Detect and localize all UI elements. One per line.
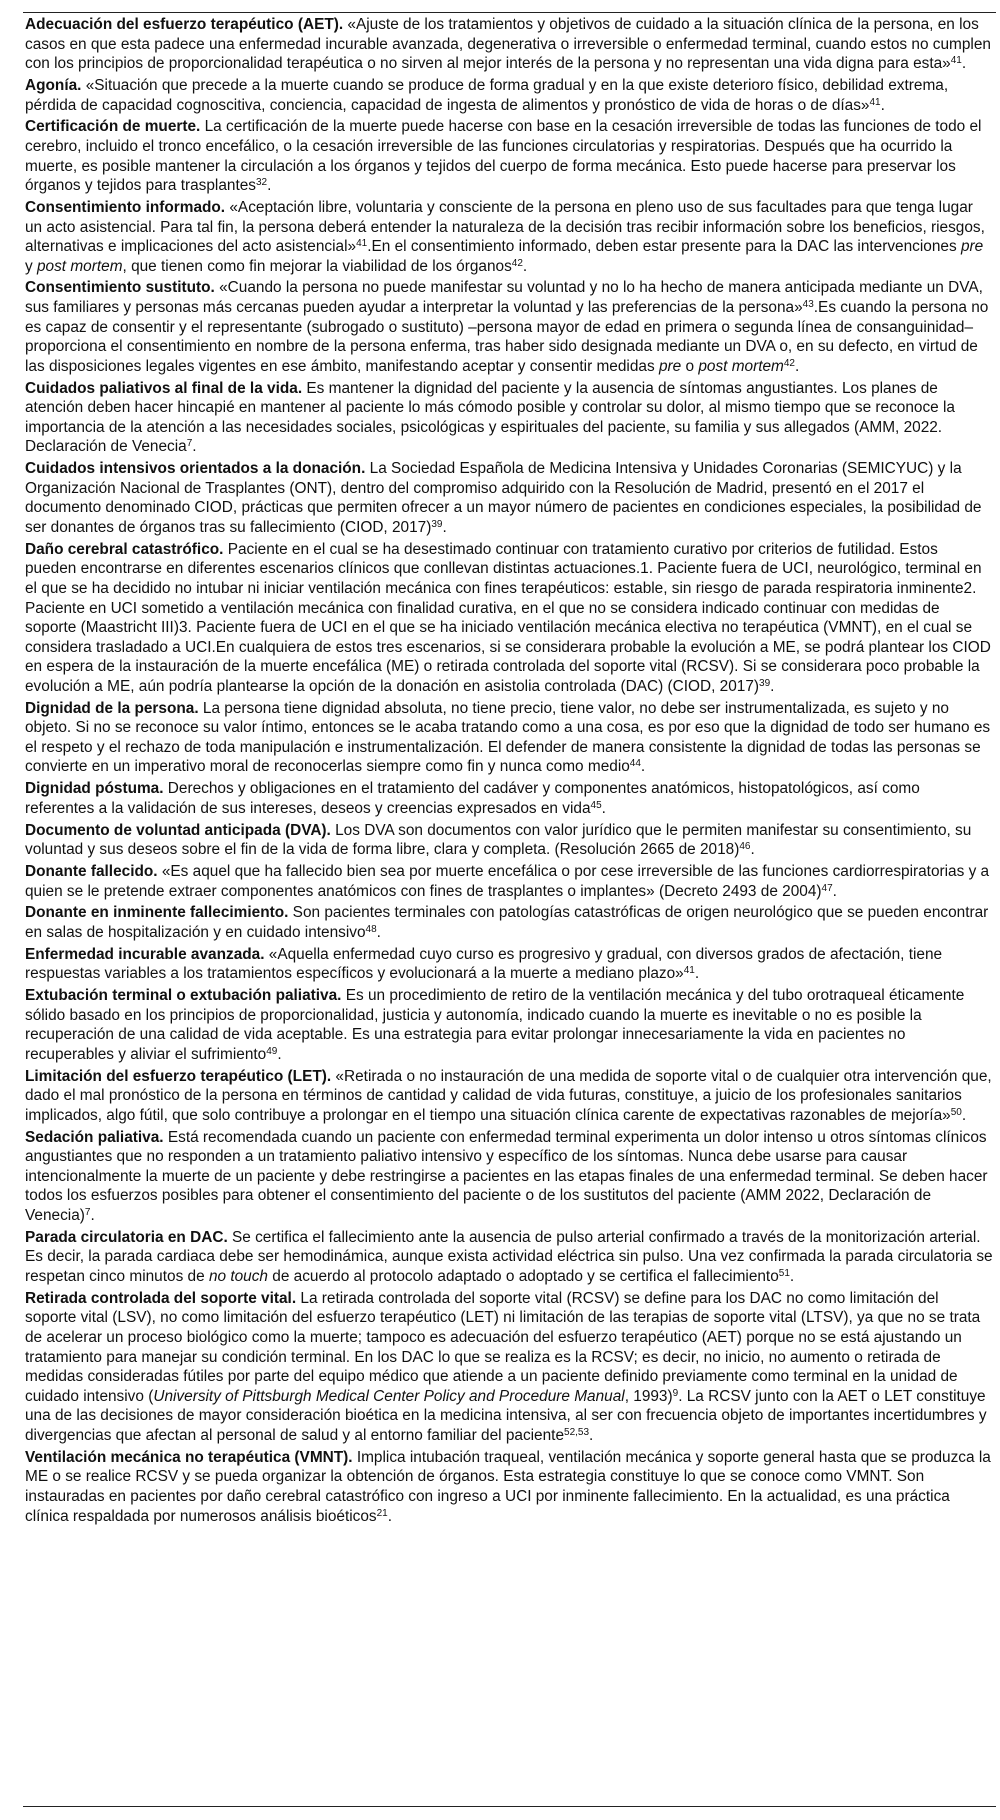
glossary-entry (25, 198, 993, 276)
definition-text: «Aquella enfermedad cuyo curso es progresivo y gradual, con diversos grados de afectación, tiene respuestas variables a los tratamientos específicos y evolucionará a la muerte a mediano plazo» (25, 945, 943, 983)
glossary-term: Ventilación mecánica no terapéutica (VMNT). (25, 1448, 353, 1466)
reference-number: 51 (778, 1268, 790, 1279)
reference-number: 41 (869, 96, 881, 108)
glossary-entry (25, 1289, 993, 1446)
italic-text: post mortem (698, 357, 784, 375)
definition-text: . (192, 438, 197, 456)
definition-text: de acuerdo al protocolo adaptado o adoptado y se certifica el fallecimiento (267, 1268, 779, 1285)
definition-text: . (750, 841, 755, 859)
definition-text: Está recomendada cuando un paciente con enfermedad terminal experimenta un dolor intenso u otros síntomas clínicos angustiantes que no responden a un tratamiento paliativo intensivo y específico de los síntomas. Nunca debe usarse para causar intencionalmente la muerte de un paciente y debe restringirse a pacientes en las etapas finales de una enfermedad terminal. Se deben hacer todos los esfuerzos posibles para obtener el consentimiento del paciente o de los sustitutos del paciente (AMM 2022, Declaración de Venecia) (25, 1128, 988, 1225)
glossary-term: Dignidad póstuma. (25, 780, 164, 798)
glossary-term: Limitación del esfuerzo terapéutico (LET). (25, 1067, 332, 1085)
bottom-rule (23, 1806, 996, 1807)
italic-text: pre (960, 238, 984, 256)
glossary-term: Enfermedad incurable avanzada. (25, 945, 265, 963)
reference-number: 41 (950, 55, 962, 67)
definition-text: «Ajuste de los tratamientos y objetivos de cuidado a la situación clínica de la persona, en los casos en que esta padece una enfermedad incurable avanzada, degenerativa o irreversible o enfermedad terminal, cuando estos no cumplen con los principios de proporcionalidad terapéutica o no sirven al mejor interés de la persona y no representan una vida digna para esta» (25, 16, 991, 73)
top-rule (23, 12, 996, 13)
definition-text: . (277, 1045, 282, 1063)
definition-text: o (681, 357, 699, 375)
reference-number: 41 (683, 965, 695, 977)
glossary-term: Sedación paliativa. (25, 1128, 164, 1146)
definition-text: Es mantener la dignidad del paciente y la ausencia de síntomas angustiantes. Los planes de atención deben hacer hincapié en mantener al paciente lo más cómodo posible y controlar su dolor, al mismo tiempo que se reconoce la importancia de la atención a las necesidades sociales, psicológicas y espirituales del paciente, su familia y sus allegados (AMM, 2022. Declaración de Venecia (25, 379, 955, 456)
glossary-entry (25, 903, 993, 942)
reference-number: 47 (821, 882, 833, 894)
glossary-term: Consentimiento informado. (25, 198, 226, 216)
definition-text: , 1993) (624, 1387, 673, 1405)
glossary-term: Donante fallecido. (25, 863, 158, 880)
glossary-entry (25, 1128, 993, 1226)
glossary-entry (25, 945, 993, 984)
reference-number: 44 (629, 758, 641, 770)
glossary-term: Adecuación del esfuerzo terapéutico (AET). (25, 16, 344, 33)
italic-text: pre (658, 357, 682, 375)
glossary-term: Donante en inminente fallecimiento. (25, 904, 289, 922)
definition-text: . (640, 758, 646, 776)
reference-number: 21 (376, 1507, 388, 1519)
definition-text: Son pacientes terminales con patologías catastróficas de origen neurológico que se pueden encontrar en salas de hospitalización y en cuidado intensivo (25, 904, 989, 941)
reference-number: 9 (672, 1387, 679, 1399)
glossary-entry (25, 862, 993, 901)
reference-number: 32 (256, 177, 268, 189)
definition-text: , que tienen como fin mejorar la viabilidad de los órganos (122, 257, 512, 275)
definition-text: . (770, 677, 775, 695)
definition-text: . (267, 177, 272, 195)
reference-number: 42 (783, 357, 795, 369)
definition-text: . (789, 1268, 795, 1285)
definition-text: . (376, 923, 381, 941)
definition-text: «Aceptación libre, voluntaria y consciente de la persona en pleno uso de sus facultades para que tenga lugar un acto asistencial. Para tal fin, la persona deberá entender la naturaleza de la decisión tras recibir información sobre los beneficios, riesgos, alternativas e implicaciones del acto asistencial» (25, 198, 985, 256)
definition-text: . La RCSV junto con la AET o LET constituye una de las decisiones de mayor consideración bioética en la medicina intensiva, al ser con frecuencia objeto de importantes incertidumbres y divergencias que afectan al personal de salud y al entorno familiar del paciente (25, 1387, 987, 1444)
definition-text: La retirada controlada del soporte vital (RCSV) se define para los DAC no como limitación del soporte vital (LSV), no como limitación del esfuerzo terapéutico (LET) ni limitación de las terapias de soporte vital (LTSV), ya que no se trata de acelerar un proceso biológico como la muerte; tampoco es adecuación del esfuerzo terapéutico (AET) porque no se está ajustando un tratamiento para manejar su condición terminal. En los DAC lo que se realiza es la RCSV; es decir, no inicio, no aumento o retirada de medidas consideradas fútiles por parte del equipo médico que atiende a un paciente definido previamente como terminal en la unidad de cuidado intensivo ( (25, 1289, 981, 1405)
definition-text: . (589, 1426, 594, 1444)
reference-number: 49 (266, 1045, 278, 1057)
definition-text: . (387, 1507, 393, 1525)
reference-number: 42 (511, 257, 523, 269)
glossary-term: Retirada controlada del soporte vital. (25, 1289, 297, 1307)
reference-number: 52,53 (564, 1426, 590, 1438)
reference-number: 45 (590, 799, 602, 811)
italic-text: no touch (208, 1268, 268, 1285)
definition-text: La certificación de la muerte puede hacerse con base en la cesación irreversible de todas las funciones de todo el cerebro, incluido el tronco encefálico, o la cesación irreversible de las funciones circulatorias y respiratorias. Después que ha ocurrido la muerte, es posible mantener la circulación a los órganos y tejidos del cuerpo de forma mecánica. Esto puede hacerse para preservar los órganos y tejidos para trasplantes (25, 118, 982, 195)
definition-text: Los DVA son documentos con valor jurídico que le permiten manifestar su consentimiento, su voluntad y sus deseos sobre el fin de la vida de forma libre, clara y completa. (Resolución 2665 de 2018) (25, 821, 972, 859)
definition-text: . (961, 55, 967, 73)
reference-number: 50 (950, 1106, 962, 1118)
definition-text: . (880, 96, 885, 114)
definition-text: Derechos y obligaciones en el tratamiento del cadáver y componentes anatómicos, histopatológicos, así como referentes a la validación de sus intereses, deseos y creencias expresados en vida (25, 780, 920, 817)
definition-text: «Retirada o no instauración de una medida de soporte vital o de cualquier otra intervención que, dado el mal pronóstico de la persona en términos de cantidad y calidad de vida futuras, constituye, a juicio de los profesionales sanitarios implicados, algo fútil, que solo contribuye a prolongar en el tiempo una situación clínica carente de expectativas razonables de mejoría» (25, 1067, 992, 1124)
definition-text: . (90, 1207, 95, 1225)
glossary-entry (25, 459, 993, 537)
reference-number: 43 (802, 299, 814, 311)
italic-text: post mortem (36, 257, 123, 275)
definition-text: . (442, 518, 447, 536)
glossary-list (25, 15, 993, 1528)
definition-text: . (601, 799, 606, 817)
glossary-term: Cuidados paliativos al final de la vida. (25, 379, 303, 397)
reference-number: 46 (739, 841, 751, 853)
reference-number: 48 (365, 923, 377, 935)
glossary-entry (25, 779, 993, 818)
definition-text: y (25, 257, 37, 275)
definition-text: «Cuando la persona no puede manifestar su voluntad y no lo ha hecho de manera anticipada mediante un DVA, sus familiares y personas más cercanas pueden ayudar a interpretar la voluntad y las preferencias de la persona» (25, 279, 983, 317)
glossary-term: Documento de voluntad anticipada (DVA). (25, 821, 331, 839)
reference-number: 7 (186, 438, 193, 450)
italic-text: University of Pittsburgh Medical Center Policy and Procedure Manual (153, 1387, 625, 1405)
definition-text: «Es aquel que ha fallecido bien sea por muerte encefálica o por cese irreversible de las funciones cardiorrespiratorias y a quien se le pretende extraer componentes anatómicos con fines de trasplantes o implantes» (Decreto 2493 de 2004) (25, 863, 990, 900)
definition-text: . (832, 882, 837, 900)
glossary-entry (25, 76, 993, 115)
glossary-entry (25, 821, 993, 860)
glossary-entry (25, 986, 993, 1064)
definition-text: . (694, 965, 700, 983)
glossary-term: Dignidad de la persona. (25, 699, 199, 717)
glossary-entry (25, 117, 993, 195)
definition-text: «Situación que precede a la muerte cuando se produce de forma gradual y en la que existe deterioro físico, debilidad extrema, pérdida de capacidad cognoscitiva, conciencia, capacidad de ingesta de alimentos y pronóstico de vida de horas o de días» (25, 76, 949, 114)
glossary-entry (25, 1448, 993, 1526)
glossary-entry (25, 15, 993, 74)
glossary-term: Certificación de muerte. (25, 118, 201, 136)
glossary-entry (25, 699, 993, 777)
glossary-term: Agonía. (25, 76, 82, 94)
definition-text: .Es cuando la persona no es capaz de consentir y el representante (subrogado o sustituto) –persona mayor de edad en primera o segunda línea de consanguinidad– proporciona el consentimiento en nombre de la persona enferma, tras haber sido designada mediante un DVA o, en su defecto, en virtud de las disposiciones legales vigentes en ese ámbito, manifestando aceptar y consentir medidas (25, 299, 989, 375)
definition-text: . (961, 1106, 967, 1124)
glossary-term: Extubación terminal o extubación paliativa. (25, 987, 342, 1005)
definition-text: La Sociedad Española de Medicina Intensiva y Unidades Coronarias (SEMICYUC) y la Organización Nacional de Trasplantes (ONT), dentro del compromiso adquirido con la Resolución de Madrid, presentó en el 2017 el documento denominado CIOD, prácticas que permiten ofrecer a un mayor número de pacientes en condiciones especiales, la posibilidad de ser donantes de órganos tras su fallecimiento (CIOD, 2017) (25, 460, 982, 536)
glossary-entry (25, 1228, 993, 1287)
definition-text: Paciente en el cual se ha desestimado continuar con tratamiento curativo por criterios de futilidad. Estos pueden encontrarse en diferentes escenarios clínicos que conllevan distintas actuaciones.1. Paciente fuera de UCI, neurológico, terminal en el que se ha decidido no intubar ni iniciar ventilación mecánica con fines terapéuticos: estable, sin riesgo de parada respiratoria inminente2. Paciente en UCI sometido a ventilación mecánica con finalidad curativa, en el que no se considera indicado continuar con medidas de soporte (Maastricht III)3. Paciente fuera de UCI en el que se ha iniciado ventilación mecánica electiva no terapéutica (VMNT), en el cual se considera trasladado a UCI.En cualquiera de estos tres escenarios, si se considerara probable la evolución a ME, se podrá plantear los CIOD en espera de la instauración de la muerte encefálica (ME) o retirada controlada del soporte vital (RCSV). Si se considerara poco probable la evolución a ME, aún podría plantearse la opción de la donación en asistolia controlada (DAC) (CIOD, 2017) (25, 540, 991, 695)
glossary-term: Parada circulatoria en DAC. (25, 1228, 228, 1246)
glossary-entry (25, 379, 993, 457)
definition-text: La persona tiene dignidad absoluta, no tiene precio, tiene valor, no debe ser instrumentalizada, es sujeto y no objeto. Si no se reconoce su valor íntimo, entonces se le acaba tratando como a una cosa, es por eso que la dignidad de todo ser humano es el respeto y el rechazo de toda manipulación e instrumentalización. El defender de manera consistente la dignidad de todas las personas se convierte en un imperativo moral de reconocerlas siempre como fin y nunca como medio (25, 699, 991, 776)
definition-text: . (522, 257, 528, 275)
glossary-entry (25, 278, 993, 376)
glossary-term: Daño cerebral catastrófico. (25, 540, 224, 558)
definition-text: Se certifica el fallecimiento ante la ausencia de pulso arterial confirmado a través de la monitorización arterial. Es decir, la parada cardiaca debe ser hemodinámica, aunque exista actividad eléctrica sin pulso. Una vez confirmada la parada circulatoria se respetan cinco minutos de (25, 1228, 993, 1285)
definition-text: . (794, 357, 800, 375)
glossary-term: Consentimiento sustituto. (25, 279, 215, 297)
glossary-entry (25, 540, 993, 697)
definition-text: Es un procedimiento de retiro de la ventilación mecánica y del tubo orotraqueal éticamente sólido basado en los principios de proporcionalidad, justicia y autonomía, indicado cuando la muerte es inevitable o no es posible la recuperación de una calidad de vida aceptable. Es una estrategia para evitar prolongar innecesariamente la vida en pacientes no recuperables y aliviar el sufrimiento (25, 987, 965, 1063)
reference-number: 7 (84, 1207, 91, 1219)
definition-text: .En el consentimiento informado, deben estar presente para la DAC las intervenciones (367, 238, 961, 256)
glossary-entry (25, 1067, 993, 1126)
glossary-term: Cuidados intensivos orientados a la donación. (25, 460, 366, 478)
definition-text: Implica intubación traqueal, ventilación mecánica y soporte general hasta que se produzca la ME o se realice RCSV y se pueda organizar la obtención de órganos. Esta estrategia constituye lo que se conoce como VMNT. Son instauradas en pacientes por daño cerebral catastrófico con ingreso a UCI por inminente fallecimiento. En la actualidad, es una práctica clínica respaldada por numerosos análisis bioéticos (25, 1448, 991, 1525)
reference-number: 39 (431, 518, 443, 530)
reference-number: 41 (356, 238, 368, 250)
reference-number: 39 (759, 677, 771, 689)
